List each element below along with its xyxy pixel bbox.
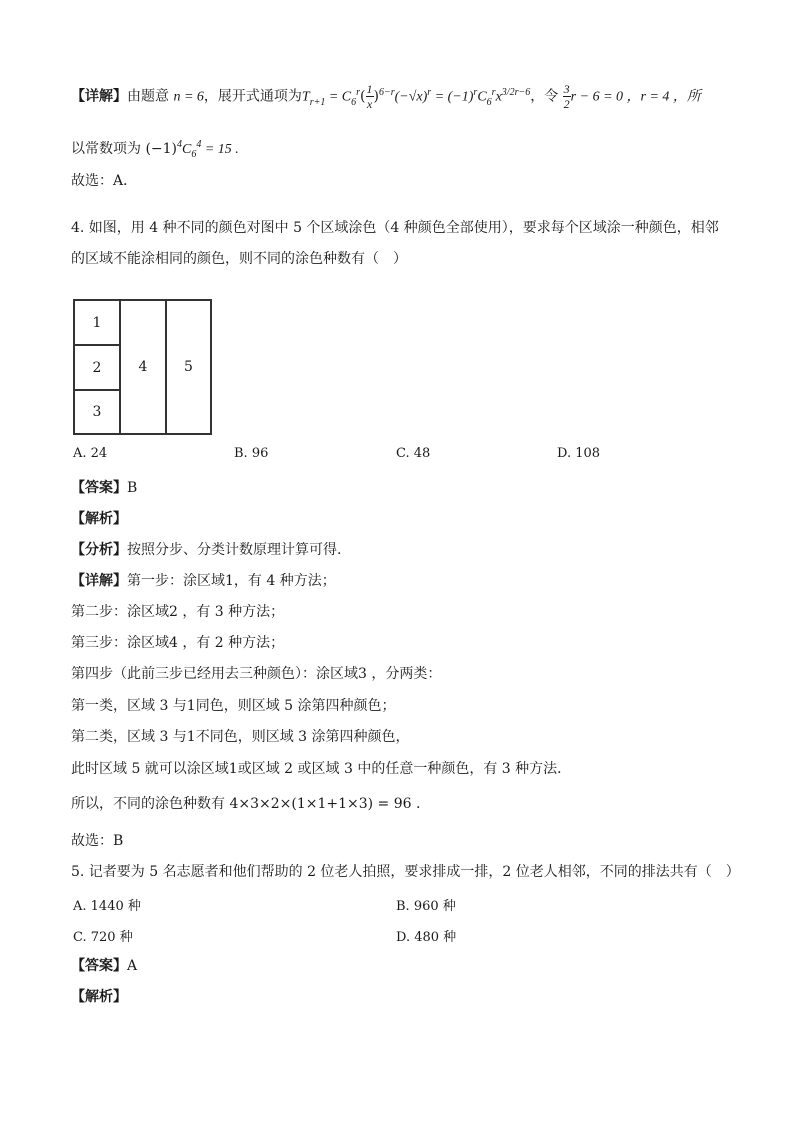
step-4: 第四步（此前三步已经用去三种颜色）：涂区域3 ，分两类： bbox=[71, 666, 442, 682]
q5-option-b: B. 960 种 bbox=[396, 899, 456, 914]
c-sub: 6 bbox=[351, 96, 357, 108]
term-sub: r+1 bbox=[309, 96, 326, 108]
q5-option-c: C. 720 种 bbox=[73, 930, 133, 945]
part-5: x bbox=[495, 89, 502, 105]
c2-sup: r bbox=[491, 86, 496, 98]
line2-c: C bbox=[182, 142, 192, 157]
q5-option-a: A. 1440 种 bbox=[73, 899, 141, 914]
detail-rest: r − 6 = 0 ，r = 4 ，所 bbox=[570, 89, 701, 105]
line2-a: 以常数项为 (−1) bbox=[71, 141, 178, 157]
term-eq: = C bbox=[325, 89, 352, 105]
step-9: 故选：B bbox=[71, 833, 124, 849]
q4-option-c: C. 48 bbox=[396, 446, 431, 461]
region-1: 1 bbox=[75, 301, 121, 346]
frac2-num: 3 bbox=[563, 82, 570, 96]
region-5: 5 bbox=[184, 359, 193, 375]
frac-num: 1 bbox=[366, 82, 373, 96]
q3-detail-line-1: 【详解】由题意 n = 6，展开式通项为$T_{r+1} = C_6^r$( $\frac{1}{x}$ )$^{6-r}(-√x)^r = (-1)^rC_6^rx^{3/2r-6}$，令 $\frac{3}{2}$ r − 6 = 0 ，r = 4 ，所 bbox=[71, 82, 701, 111]
n-equation: n = 6 bbox=[173, 89, 204, 105]
q4-fenxi-line bbox=[71, 540, 341, 560]
fraction-1-over-x bbox=[366, 82, 374, 111]
answer-value: B bbox=[127, 480, 138, 496]
step-7: 此时区域 5 就可以涂区域1或区域 2 或区域 3 中的任意一种颜色，有 3 种方法． bbox=[71, 761, 572, 777]
line2-csup: 4 bbox=[196, 139, 202, 150]
fraction-3-over-2 bbox=[563, 82, 571, 111]
line2-b: = 15 . bbox=[201, 142, 239, 157]
q4-answer-line bbox=[71, 478, 137, 498]
ling-text: ，令 bbox=[530, 88, 559, 105]
region-4: 4 bbox=[121, 301, 167, 433]
step-2: 第二步：涂区域2 ，有 3 种方法； bbox=[71, 604, 285, 620]
fenxi-text: 按照分步、分类计数原理计算可得. bbox=[127, 542, 342, 558]
q4-option-d: D. 108 bbox=[557, 446, 601, 461]
line2-exp: 4 bbox=[177, 139, 183, 150]
exp-2: r bbox=[427, 86, 432, 98]
q4-analysis-tag: 【解析】 bbox=[71, 511, 127, 527]
detail-lead: 由题意 bbox=[127, 88, 169, 105]
region-2: 2 bbox=[75, 346, 121, 391]
answer-tag: 【答案】 bbox=[71, 480, 127, 496]
q5-stem: 5. 记者要为 5 名志愿者和他们帮助的 2 位老人拍照，要求排成一排，2 位老人相邻，不同的排法共有（ ） bbox=[71, 864, 740, 880]
q4-stem-line-2: 的区域不能涂相同的颜色，则不同的涂色种数有（ ） bbox=[71, 251, 407, 267]
step-6: 第二类，区域 3 与1不同色，则区域 3 涂第四种颜色， bbox=[71, 729, 410, 745]
q5-answer-line bbox=[71, 956, 137, 976]
exp-3: r bbox=[473, 86, 478, 98]
step-1: 第一步：涂区域1，有 4 种方法； bbox=[127, 573, 336, 589]
step-5: 第一类，区域 3 与1同色，则区域 5 涂第四种颜色； bbox=[71, 698, 396, 714]
part-4: C bbox=[477, 89, 487, 105]
detail-tag: 【详解】 bbox=[71, 88, 127, 105]
q5-answer-value: A bbox=[127, 958, 138, 974]
fenxi-tag: 【分析】 bbox=[71, 542, 127, 558]
part-2: (−√x) bbox=[394, 89, 428, 105]
detail-tag-q4: 【详解】 bbox=[71, 573, 127, 589]
step-3: 第三步：涂区域4 ，有 2 种方法； bbox=[71, 635, 285, 651]
q5-analysis-tag: 【解析】 bbox=[71, 989, 127, 1005]
term-T: T bbox=[301, 89, 310, 105]
q4-detail-line bbox=[71, 571, 336, 591]
q4-stem-line-1: 4. 如图，用 4 种不同的颜色对图中 5 个区域涂色（4 种颜色全部使用），要求每个区域涂一种颜色，相邻 bbox=[71, 220, 719, 236]
exp-5: 3/2r−6 bbox=[501, 86, 531, 98]
q4-option-a: A. 24 bbox=[73, 446, 108, 461]
c2-sub: 6 bbox=[486, 96, 492, 108]
region-diagram bbox=[73, 299, 212, 435]
q5-answer-tag: 【答案】 bbox=[71, 958, 127, 974]
step-8: 所以，不同的涂色种数有 4×3×2×(1×1+1×3) = 96 . bbox=[71, 796, 421, 812]
line2-csub: 6 bbox=[191, 149, 197, 160]
frac2-den: 2 bbox=[563, 97, 570, 111]
exp-1: 6−r bbox=[378, 86, 395, 98]
region-3: 3 bbox=[75, 391, 121, 433]
q4-option-b: B. 96 bbox=[234, 446, 269, 461]
part-3: = (−1) bbox=[431, 89, 474, 105]
detail-mid: ，展开式通项为 bbox=[203, 88, 302, 105]
q3-answer: 故选：A． bbox=[71, 173, 138, 189]
q3-detail-line-2 bbox=[71, 135, 239, 165]
c-sup: r bbox=[356, 86, 361, 98]
frac-den: x bbox=[366, 97, 373, 111]
q5-option-d: D. 480 种 bbox=[396, 930, 457, 945]
